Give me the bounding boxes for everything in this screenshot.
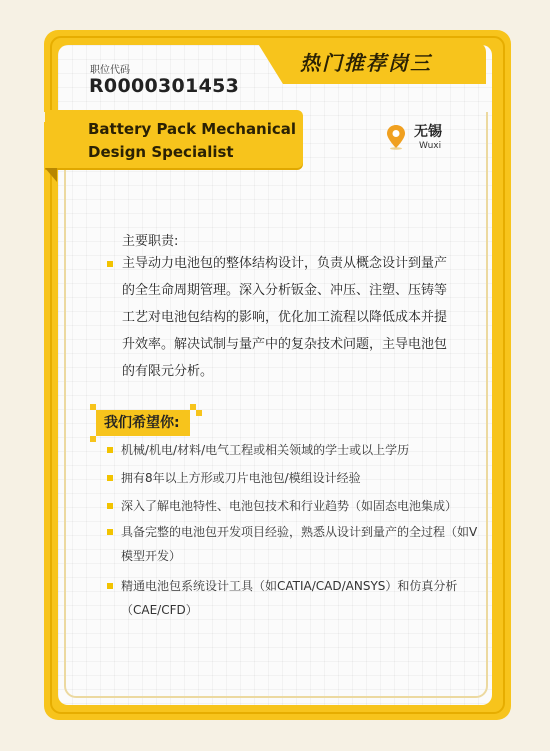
requirement-bullet	[107, 475, 113, 481]
location-name-en: Wuxi	[419, 141, 442, 151]
requirement-text: 精通电池包系统设计工具（如CATIA/CAD/ANSYS）和仿真分析（CAE/CFD）	[121, 579, 458, 617]
job-code-label: 职位代码	[90, 65, 130, 76]
requirement-item	[104, 466, 484, 490]
hot-recommend-title: 热门推荐岗三	[300, 51, 432, 75]
location-name: 无锡	[414, 124, 442, 140]
requirement-item	[104, 438, 484, 462]
location-pin-icon	[385, 124, 407, 150]
requirement-bullet	[107, 447, 113, 453]
requirement-item	[104, 494, 484, 518]
requirement-bullet	[107, 503, 113, 509]
requirement-text: 具备完整的电池包开发项目经验，熟悉从设计到量产的全过程（如V模型开发）	[121, 525, 478, 563]
requirement-item	[104, 574, 484, 622]
highlight-pixel	[196, 410, 202, 416]
responsibilities-text: 主导动力电池包的整体结构设计，负责从概念设计到量产的全生命周期管理。深入分析钣金、冲压、注塑、压铸等工艺对电池包结构的影响，优化加工流程以降低成本并提升效率。解决试制与量产中的复杂技术问题，主导电池包的有限元分析。	[122, 256, 448, 379]
requirement-text: 深入了解电池特性、电池包技术和行业趋势（如固态电池集成）	[121, 499, 458, 513]
requirements-heading: 我们希望你:	[104, 415, 180, 431]
requirement-text: 机械/机电/材料/电气工程或相关领域的学士或以上学历	[121, 443, 410, 457]
requirement-bullet	[107, 583, 113, 589]
highlight-pixel	[90, 436, 96, 442]
requirement-item	[104, 520, 484, 568]
requirement-bullet	[107, 529, 113, 535]
responsibilities-bullet	[107, 261, 113, 267]
responsibilities-heading: 主要职责:	[122, 234, 179, 249]
job-title: Battery Pack Mechanical Design Specialist	[88, 120, 297, 161]
job-code-value: R0000301453	[89, 75, 240, 97]
requirement-text: 拥有8年以上方形或刀片电池包/模组设计经验	[121, 471, 361, 485]
